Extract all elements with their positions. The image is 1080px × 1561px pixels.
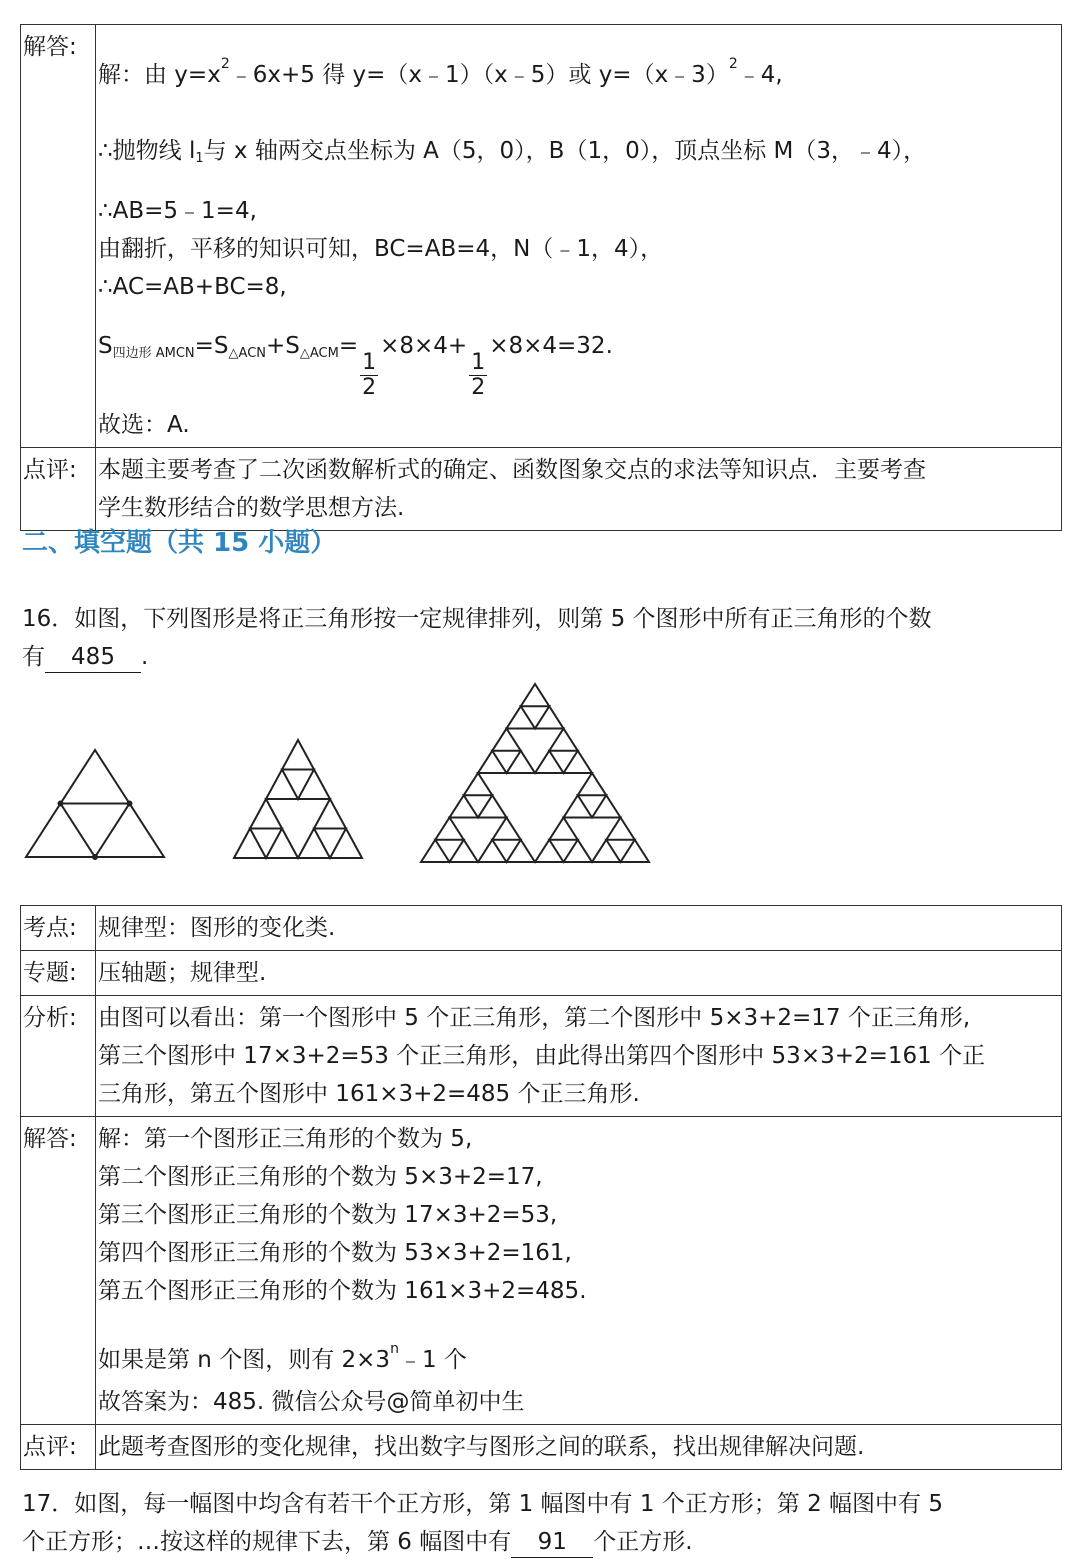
analysis-label: 分析: <box>21 996 96 1117</box>
section-title: 二、填空题（共 15 小题） <box>22 528 337 558</box>
answer-line-6: $S_{四边形 AMCN}=S_{\triangle ACN}+S_{\triangle ACM}=$ $\frac{1}{2}$ ×8×4+ $\frac{1}{2}$ ×8×4=32. <box>98 333 613 400</box>
review-line-2: 学生数形结合的数学思想方法. <box>98 495 405 521</box>
answer-line-4: 第四个图形正三角形的个数为 53×3+2=161, <box>98 1240 572 1266</box>
fraction-half: $\frac{1}{2}$ <box>471 350 486 400</box>
q16-line-2: 有 485 . <box>22 638 1067 676</box>
analysis-line-3: 三角形，第五个图形中 161×3+2=485 个正三角形. <box>98 1081 640 1107</box>
answer-row <box>21 25 1062 448</box>
answer-label: 解答: <box>21 1117 96 1425</box>
question-17 <box>22 1485 1067 1561</box>
analysis-line-1: 由图可以看出：第一个图形中 5 个正三角形，第二个图形中 5×3+2=17 个正三角形, <box>98 1005 971 1031</box>
point-content: 规律型：图形的变化类. <box>96 906 1062 951</box>
review-content: 此题考查图形的变化规律，找出数字与图形之间的联系，找出规律解决问题. <box>96 1425 1062 1470</box>
q17-answer-blank: 91 <box>511 1527 593 1558</box>
review-label: 点评: <box>21 448 96 531</box>
solution-table-q15 <box>20 24 1062 531</box>
answer-row <box>21 1117 1062 1425</box>
answer-line-7: 故答案为：485. 微信公众号@简单初中生 <box>98 1389 525 1415</box>
analysis-row <box>21 996 1062 1117</box>
answer-line-3: 第三个图形正三角形的个数为 17×3+2=53, <box>98 1202 558 1228</box>
answer-label: 解答: <box>21 25 96 448</box>
topic-label: 专题: <box>21 951 96 996</box>
q16-answer-blank: 485 <box>45 642 141 673</box>
triangle-figure-3 <box>415 680 655 870</box>
review-row <box>21 448 1062 531</box>
q17-line-2: 个正方形；…按这样的规律下去，第 6 幅图中有 91 个正方形. <box>22 1523 1067 1561</box>
point-row <box>21 906 1062 951</box>
topic-content: 压轴题；规律型. <box>96 951 1062 996</box>
review-label: 点评: <box>21 1425 96 1470</box>
answer-line-1: 解：第一个图形正三角形的个数为 5, <box>98 1126 473 1152</box>
review-row <box>21 1425 1062 1470</box>
answer-line-2: 第二个图形正三角形的个数为 5×3+2=17, <box>98 1164 543 1190</box>
topic-row <box>21 951 1062 996</box>
triangle-figure-1 <box>20 745 170 865</box>
review-line-1: 本题主要考查了二次函数解析式的确定、函数图象交点的求法等知识点．主要考查 <box>98 457 926 483</box>
answer-content <box>96 25 1062 448</box>
q16-line-1: 16．如图，下列图形是将正三角形按一定规律排列，则第 5 个图形中所有正三角形的个数 <box>22 606 932 632</box>
answer-line-4: 由翻折，平移的知识可知，BC=AB=4，N（﹣1，4）， <box>98 236 664 262</box>
answer-line-1: 解：由 $y=x^2﹣6x+5$ 得 y=（x﹣1）（x﹣5）或 y=（x﹣3）$^2$﹣4, <box>98 56 783 88</box>
review-content <box>96 448 1062 531</box>
answer-line-3: ∴AB=5﹣1=4, <box>98 198 257 224</box>
q17-line-1: 17．如图，每一幅图中均含有若干个正方形，第 1 幅图中有 1 个正方形；第 2 幅图中有 5 <box>22 1491 943 1517</box>
analysis-line-2: 第三个图形中 17×3+2=53 个正三角形，由此得出第四个图形中 53×3+2=161 个正 <box>98 1043 986 1069</box>
answer-line-2: ∴抛物线 $l_1$与 x 轴两交点坐标为 A（5，0），B（1，0），顶点坐标 M（3，﹣4）， <box>98 138 927 166</box>
point-label: 考点: <box>21 906 96 951</box>
answer-content <box>96 1117 1062 1425</box>
answer-line-5: ∴AC=AB+BC=8, <box>98 274 287 300</box>
answer-line-6: 如果是第 n 个图，则有 $2\times 3^n﹣1$ 个 <box>98 1341 467 1373</box>
solution-table-q16 <box>20 905 1062 1470</box>
answer-line-7: 故选：A. <box>98 412 190 438</box>
answer-line-5: 第五个图形正三角形的个数为 161×3+2=485. <box>98 1278 587 1304</box>
triangle-figure-2 <box>230 735 370 865</box>
question-16 <box>22 600 1067 676</box>
analysis-content <box>96 996 1062 1117</box>
fraction-half: $\frac{1}{2}$ <box>362 350 377 400</box>
